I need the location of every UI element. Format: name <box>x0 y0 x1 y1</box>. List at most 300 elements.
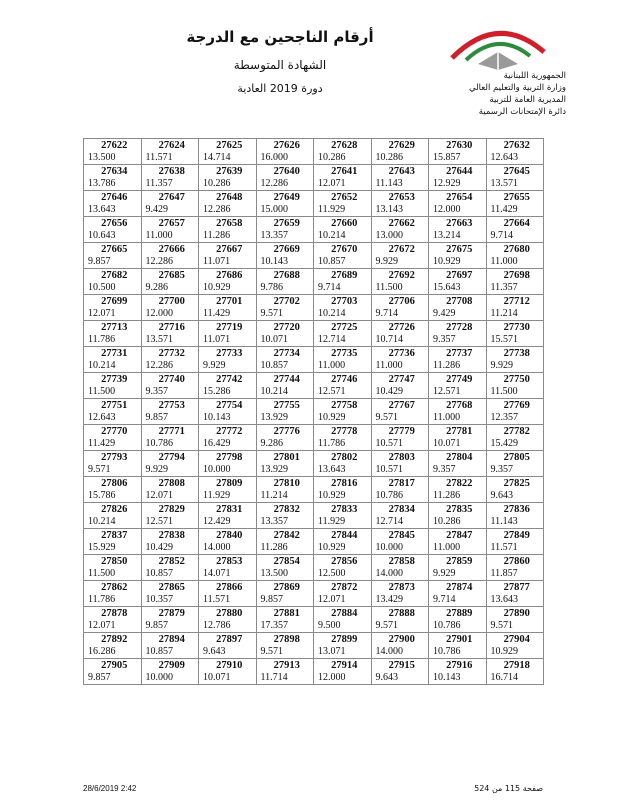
candidate-number: 27889 <box>446 608 473 619</box>
candidate-number: 27874 <box>446 582 473 593</box>
candidate-number: 27700 <box>158 296 185 307</box>
table-cell <box>314 659 372 685</box>
table-cell <box>371 659 429 685</box>
candidate-number: 27822 <box>446 478 473 489</box>
candidate-grade: 15.857 <box>433 152 461 163</box>
candidate-number: 27703 <box>331 296 358 307</box>
candidate-number: 27779 <box>388 426 415 437</box>
candidate-grade: 11.429 <box>203 308 231 319</box>
candidate-grade: 11.000 <box>490 256 518 267</box>
candidate-number: 27817 <box>388 478 415 489</box>
table-cell <box>429 555 487 581</box>
candidate-number: 27832 <box>273 504 300 515</box>
candidate-grade: 9.786 <box>260 282 283 293</box>
table-cell <box>84 633 142 659</box>
candidate-grade: 12.071 <box>318 594 346 605</box>
footer-date: 28/6/2019 2:42 <box>83 784 137 793</box>
candidate-grade: 13.429 <box>375 594 403 605</box>
candidate-number: 27770 <box>101 426 128 437</box>
table-cell <box>486 373 544 399</box>
candidate-number: 27838 <box>158 530 185 541</box>
table-cell <box>429 269 487 295</box>
candidate-number: 27728 <box>446 322 473 333</box>
table-cell <box>371 243 429 269</box>
table-cell <box>314 191 372 217</box>
table-cell <box>429 191 487 217</box>
table-cell <box>84 269 142 295</box>
table-cell <box>84 659 142 685</box>
table-cell <box>371 477 429 503</box>
table-cell <box>486 477 544 503</box>
table-cell <box>371 321 429 347</box>
candidate-grade: 12.500 <box>318 568 346 579</box>
table-cell <box>486 555 544 581</box>
candidate-number: 27664 <box>503 218 530 229</box>
candidate-grade: 13.500 <box>88 152 116 163</box>
candidate-number: 27892 <box>101 634 128 645</box>
table-row <box>84 633 544 659</box>
candidate-grade: 11.786 <box>88 334 116 345</box>
table-cell <box>256 321 314 347</box>
candidate-grade: 15.643 <box>433 282 461 293</box>
candidate-grade: 9.714 <box>375 308 398 319</box>
candidate-grade: 10.786 <box>375 490 403 501</box>
candidate-grade: 12.429 <box>203 516 231 527</box>
candidate-grade: 10.000 <box>375 542 403 553</box>
candidate-grade: 16.429 <box>203 438 231 449</box>
candidate-number: 27831 <box>216 504 243 515</box>
ministry-line: الجمهورية اللبنانية <box>503 71 566 81</box>
candidate-grade: 10.929 <box>203 282 231 293</box>
table-cell <box>486 581 544 607</box>
table-cell <box>486 191 544 217</box>
table-cell <box>199 139 257 165</box>
table-cell <box>199 399 257 425</box>
candidate-grade: 13.571 <box>490 178 518 189</box>
table-cell <box>256 217 314 243</box>
table-cell <box>84 425 142 451</box>
candidate-grade: 9.929 <box>490 360 513 371</box>
table-cell <box>141 425 199 451</box>
table-cell <box>199 269 257 295</box>
candidate-number: 27782 <box>503 426 530 437</box>
table-cell <box>314 425 372 451</box>
table-cell <box>429 581 487 607</box>
candidate-number: 27665 <box>101 244 128 255</box>
candidate-number: 27881 <box>273 608 300 619</box>
candidate-number: 27672 <box>388 244 415 255</box>
table-cell <box>371 399 429 425</box>
candidate-number: 27916 <box>446 660 473 671</box>
candidate-grade: 13.643 <box>88 204 116 215</box>
candidate-grade: 9.571 <box>375 412 398 423</box>
candidate-number: 27750 <box>503 374 530 385</box>
candidate-number: 27712 <box>503 296 530 307</box>
table-cell <box>429 529 487 555</box>
candidate-grade: 10.357 <box>145 594 173 605</box>
table-row <box>84 581 544 607</box>
candidate-grade: 12.071 <box>145 490 173 501</box>
candidate-number: 27833 <box>331 504 358 515</box>
candidate-number: 27910 <box>216 660 243 671</box>
candidate-grade: 13.643 <box>490 594 518 605</box>
candidate-number: 27854 <box>273 556 300 567</box>
candidate-grade: 12.643 <box>88 412 116 423</box>
table-cell <box>199 321 257 347</box>
candidate-grade: 10.286 <box>433 516 461 527</box>
candidate-number: 27686 <box>216 270 243 281</box>
table-cell <box>314 139 372 165</box>
candidate-number: 27873 <box>388 582 415 593</box>
table-cell <box>141 295 199 321</box>
candidate-number: 27825 <box>503 478 530 489</box>
table-cell <box>199 425 257 451</box>
table-cell <box>314 451 372 477</box>
candidate-number: 27647 <box>158 192 185 203</box>
candidate-number: 27632 <box>503 140 530 151</box>
candidate-number: 27859 <box>446 556 473 567</box>
candidate-grade: 9.357 <box>433 464 456 475</box>
candidate-number: 27905 <box>101 660 128 671</box>
candidate-grade: 9.571 <box>260 646 283 657</box>
candidate-number: 27901 <box>446 634 473 645</box>
candidate-number: 27890 <box>503 608 530 619</box>
candidate-grade: 9.571 <box>375 620 398 631</box>
table-cell <box>429 165 487 191</box>
table-cell <box>84 191 142 217</box>
candidate-grade: 12.571 <box>433 386 461 397</box>
table-cell <box>199 347 257 373</box>
candidate-number: 27657 <box>158 218 185 229</box>
candidate-grade: 9.714 <box>490 230 513 241</box>
table-cell <box>314 373 372 399</box>
candidate-number: 27918 <box>503 660 530 671</box>
candidate-number: 27840 <box>216 530 243 541</box>
candidate-number: 27725 <box>331 322 358 333</box>
table-cell <box>486 633 544 659</box>
candidate-grade: 11.429 <box>88 438 116 449</box>
candidate-number: 27872 <box>331 582 358 593</box>
candidate-number: 27772 <box>216 426 243 437</box>
ministry-line: المديرية العامة للتربية <box>489 95 566 105</box>
table-cell <box>429 347 487 373</box>
table-cell <box>141 347 199 373</box>
results-table <box>83 138 544 685</box>
candidate-grade: 12.071 <box>318 178 346 189</box>
candidate-grade: 14.714 <box>203 152 231 163</box>
table-cell <box>371 139 429 165</box>
candidate-number: 27744 <box>273 374 300 385</box>
candidate-grade: 16.000 <box>260 152 288 163</box>
table-cell <box>429 633 487 659</box>
candidate-number: 27675 <box>446 244 473 255</box>
candidate-grade: 9.286 <box>260 438 283 449</box>
candidate-number: 27754 <box>216 400 243 411</box>
candidate-number: 27768 <box>446 400 473 411</box>
candidate-grade: 10.143 <box>433 672 461 683</box>
table-cell <box>141 217 199 243</box>
table-cell <box>256 477 314 503</box>
candidate-number: 27746 <box>331 374 358 385</box>
table-cell <box>84 139 142 165</box>
table-row <box>84 243 544 269</box>
table-cell <box>314 633 372 659</box>
table-cell <box>141 633 199 659</box>
table-row <box>84 425 544 451</box>
candidate-number: 27732 <box>158 348 185 359</box>
table-cell <box>314 607 372 633</box>
candidate-grade: 10.786 <box>145 438 173 449</box>
table-cell <box>141 503 199 529</box>
candidate-grade: 9.429 <box>433 308 456 319</box>
candidate-grade: 10.643 <box>88 230 116 241</box>
candidate-grade: 11.143 <box>375 178 403 189</box>
table-cell <box>141 477 199 503</box>
candidate-number: 27680 <box>503 244 530 255</box>
candidate-grade: 10.071 <box>433 438 461 449</box>
candidate-number: 27658 <box>216 218 243 229</box>
candidate-number: 27853 <box>216 556 243 567</box>
table-cell <box>141 139 199 165</box>
table-cell <box>429 451 487 477</box>
table-cell <box>486 529 544 555</box>
candidate-number: 27645 <box>503 166 530 177</box>
table-cell <box>256 373 314 399</box>
candidate-grade: 17.357 <box>260 620 288 631</box>
ministry-line: دائرة الإمتحانات الرسمية <box>478 107 566 117</box>
candidate-number: 27713 <box>101 322 128 333</box>
candidate-number: 27736 <box>388 348 415 359</box>
candidate-number: 27733 <box>216 348 243 359</box>
table-cell <box>429 503 487 529</box>
table-cell <box>256 451 314 477</box>
table-row <box>84 659 544 685</box>
candidate-number: 27685 <box>158 270 185 281</box>
candidate-number: 27747 <box>388 374 415 385</box>
candidate-grade: 13.071 <box>318 646 346 657</box>
candidate-grade: 14.000 <box>203 542 231 553</box>
table-cell <box>199 191 257 217</box>
table-cell <box>84 243 142 269</box>
candidate-number: 27643 <box>388 166 415 177</box>
table-cell <box>429 425 487 451</box>
candidate-number: 27726 <box>388 322 415 333</box>
candidate-number: 27670 <box>331 244 358 255</box>
candidate-grade: 14.000 <box>375 568 403 579</box>
candidate-grade: 12.286 <box>260 178 288 189</box>
candidate-grade: 12.286 <box>145 360 173 371</box>
candidate-grade: 12.643 <box>490 152 518 163</box>
table-cell <box>371 503 429 529</box>
table-cell <box>256 243 314 269</box>
candidate-grade: 11.714 <box>260 672 288 683</box>
candidate-number: 27699 <box>101 296 128 307</box>
table-cell <box>314 555 372 581</box>
candidate-grade: 11.786 <box>88 594 116 605</box>
candidate-number: 27845 <box>388 530 415 541</box>
candidate-grade: 12.071 <box>88 620 116 631</box>
table-cell <box>486 269 544 295</box>
candidate-grade: 9.571 <box>490 620 513 631</box>
table-cell <box>199 529 257 555</box>
candidate-grade: 10.857 <box>260 360 288 371</box>
candidate-grade: 15.786 <box>88 490 116 501</box>
candidate-grade: 10.500 <box>88 282 116 293</box>
table-cell <box>486 503 544 529</box>
candidate-number: 27652 <box>331 192 358 203</box>
table-cell <box>371 607 429 633</box>
table-cell <box>371 581 429 607</box>
table-cell <box>371 373 429 399</box>
candidate-number: 27755 <box>273 400 300 411</box>
candidate-number: 27884 <box>331 608 358 619</box>
table-cell <box>486 165 544 191</box>
candidate-grade: 15.286 <box>203 386 231 397</box>
table-cell <box>141 191 199 217</box>
candidate-grade: 11.071 <box>203 334 231 345</box>
table-cell <box>429 373 487 399</box>
ministry-info <box>426 70 566 118</box>
candidate-grade: 11.286 <box>203 230 231 241</box>
candidate-number: 27858 <box>388 556 415 567</box>
table-cell <box>256 165 314 191</box>
candidate-number: 27698 <box>503 270 530 281</box>
candidate-grade: 9.857 <box>88 256 111 267</box>
candidate-number: 27638 <box>158 166 185 177</box>
candidate-grade: 13.000 <box>375 230 403 241</box>
table-cell <box>199 633 257 659</box>
candidate-grade: 12.286 <box>145 256 173 267</box>
table-cell <box>141 607 199 633</box>
candidate-number: 27644 <box>446 166 473 177</box>
candidate-grade: 9.929 <box>375 256 398 267</box>
table-cell <box>314 399 372 425</box>
table-cell <box>371 633 429 659</box>
candidate-number: 27856 <box>331 556 358 567</box>
table-cell <box>199 581 257 607</box>
table-cell <box>84 165 142 191</box>
candidate-grade: 10.214 <box>318 308 346 319</box>
table-cell <box>256 425 314 451</box>
candidate-number: 27734 <box>273 348 300 359</box>
table-cell <box>371 529 429 555</box>
candidate-grade: 10.143 <box>203 412 231 423</box>
candidate-grade: 10.429 <box>145 542 173 553</box>
candidate-grade: 13.214 <box>433 230 461 241</box>
table-row <box>84 139 544 165</box>
candidate-grade: 16.286 <box>88 646 116 657</box>
candidate-number: 27758 <box>331 400 358 411</box>
candidate-grade: 12.714 <box>375 516 403 527</box>
table-cell <box>429 477 487 503</box>
candidate-number: 27742 <box>216 374 243 385</box>
table-cell <box>314 347 372 373</box>
candidate-grade: 10.786 <box>433 620 461 631</box>
candidate-grade: 11.929 <box>318 204 346 215</box>
candidate-grade: 11.143 <box>490 516 518 527</box>
candidate-number: 27904 <box>503 634 530 645</box>
candidate-grade: 15.000 <box>260 204 288 215</box>
candidate-number: 27646 <box>101 192 128 203</box>
table-cell <box>84 503 142 529</box>
candidate-number: 27689 <box>331 270 358 281</box>
candidate-grade: 11.071 <box>203 256 231 267</box>
table-cell <box>371 451 429 477</box>
candidate-number: 27749 <box>446 374 473 385</box>
candidate-number: 27628 <box>331 140 358 151</box>
table-row <box>84 373 544 399</box>
table-cell <box>141 373 199 399</box>
candidate-number: 27753 <box>158 400 185 411</box>
table-cell <box>371 217 429 243</box>
candidate-number: 27731 <box>101 348 128 359</box>
table-cell <box>429 295 487 321</box>
candidate-number: 27771 <box>158 426 185 437</box>
candidate-grade: 12.000 <box>145 308 173 319</box>
candidate-grade: 10.000 <box>145 672 173 683</box>
candidate-number: 27778 <box>331 426 358 437</box>
candidate-number: 27667 <box>216 244 243 255</box>
candidate-number: 27836 <box>503 504 530 515</box>
candidate-grade: 10.929 <box>490 646 518 657</box>
candidate-number: 27740 <box>158 374 185 385</box>
candidate-number: 27697 <box>446 270 473 281</box>
candidate-grade: 9.571 <box>260 308 283 319</box>
candidate-number: 27737 <box>446 348 473 359</box>
candidate-number: 27913 <box>273 660 300 671</box>
candidate-number: 27648 <box>216 192 243 203</box>
candidate-grade: 10.286 <box>318 152 346 163</box>
candidate-grade: 10.571 <box>375 464 403 475</box>
candidate-number: 27793 <box>101 452 128 463</box>
candidate-number: 27837 <box>101 530 128 541</box>
candidate-number: 27860 <box>503 556 530 567</box>
candidate-number: 27682 <box>101 270 128 281</box>
candidate-number: 27669 <box>273 244 300 255</box>
candidate-grade: 9.643 <box>203 646 226 657</box>
candidate-grade: 13.571 <box>145 334 173 345</box>
candidate-number: 27878 <box>101 608 128 619</box>
candidate-number: 27767 <box>388 400 415 411</box>
table-cell <box>256 503 314 529</box>
candidate-number: 27810 <box>273 478 300 489</box>
candidate-grade: 12.071 <box>88 308 116 319</box>
candidate-number: 27816 <box>331 478 358 489</box>
candidate-number: 27720 <box>273 322 300 333</box>
table-cell <box>429 217 487 243</box>
candidate-number: 27641 <box>331 166 358 177</box>
table-row <box>84 321 544 347</box>
candidate-grade: 10.143 <box>260 256 288 267</box>
table-cell <box>429 399 487 425</box>
table-cell <box>256 295 314 321</box>
candidate-number: 27877 <box>503 582 530 593</box>
candidate-grade: 9.929 <box>433 568 456 579</box>
candidate-number: 27826 <box>101 504 128 515</box>
certificate-name: الشهادة المتوسطة <box>233 58 327 72</box>
candidate-number: 27663 <box>446 218 473 229</box>
table-cell <box>256 529 314 555</box>
table-cell <box>199 243 257 269</box>
table-cell <box>314 503 372 529</box>
candidate-grade: 11.571 <box>145 152 173 163</box>
candidate-number: 27804 <box>446 452 473 463</box>
table-cell <box>84 529 142 555</box>
candidate-number: 27702 <box>273 296 300 307</box>
candidate-number: 27751 <box>101 400 128 411</box>
candidate-grade: 9.857 <box>145 620 168 631</box>
candidate-grade: 11.000 <box>145 230 173 241</box>
